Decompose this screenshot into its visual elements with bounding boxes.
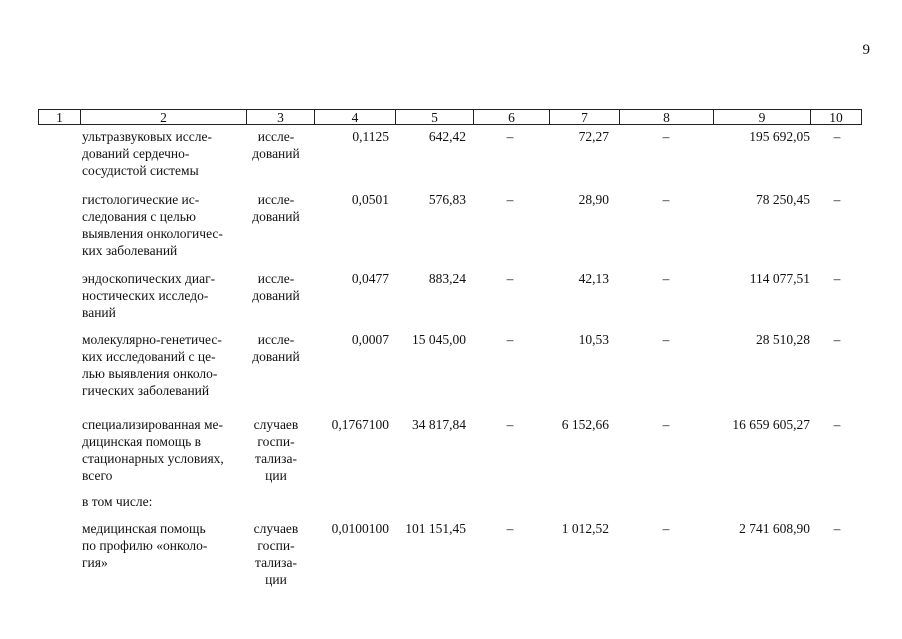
row-unit: иссле- дований [252, 332, 300, 364]
row-name: медицинская помощь по профилю «онколо- гия» [82, 521, 208, 570]
row-name: специализированная ме- дицинская помощь в стационарных условиях, всего [82, 417, 224, 483]
row-col-4: 0,1767100 [331, 417, 389, 432]
row-col-4: 0,1125 [352, 129, 389, 144]
row-col-7: 72,27 [578, 129, 609, 144]
row-col-5: 883,24 [428, 271, 466, 286]
row-col-10: – [833, 271, 841, 286]
row-col-7: 42,13 [578, 271, 609, 286]
row-unit: иссле- дований [252, 271, 300, 303]
row-col-6: – [506, 521, 514, 536]
header-col-9: 9 [714, 110, 811, 124]
header-col-1: 1 [39, 110, 81, 124]
row-unit: иссле- дований [252, 192, 300, 224]
row-col-5: 34 817,84 [412, 417, 466, 432]
header-col-8: 8 [620, 110, 714, 124]
row-col-7: 6 152,66 [561, 417, 609, 432]
row-col-9: 2 741 608,90 [739, 521, 810, 536]
row-col-6: – [506, 129, 514, 144]
row-col-9: 114 077,51 [749, 271, 810, 286]
header-col-4: 4 [315, 110, 396, 124]
row-col-8: – [662, 332, 670, 347]
row-unit: случаев госпи- тализа- ции [253, 417, 299, 483]
row-col-6: – [506, 332, 514, 347]
row-col-8: – [662, 271, 670, 286]
row-col-5: 642,42 [428, 129, 466, 144]
row-col-9: 16 659 605,27 [732, 417, 810, 432]
row-unit: случаев госпи- тализа- ции [253, 521, 299, 587]
row-col-4: 0,0501 [351, 192, 389, 207]
header-col-2: 2 [81, 110, 247, 124]
table-header-row [38, 109, 862, 125]
row-col-6: – [506, 417, 514, 432]
header-col-10: 10 [829, 110, 843, 125]
row-col-6: – [506, 192, 514, 207]
row-col-9: 195 692,05 [749, 129, 810, 144]
row-col-5: 101 151,45 [405, 521, 466, 536]
header-col-7: 7 [550, 110, 620, 124]
row-col-10: – [833, 192, 841, 207]
row-col-7: 10,53 [578, 332, 609, 347]
row-col-7: 28,90 [578, 192, 609, 207]
row-name: гистологические ис- следования с целью выявления онкологичес- ких заболеваний [82, 192, 223, 258]
header-col-5: 5 [396, 110, 474, 124]
header-col-6: 6 [474, 110, 550, 124]
row-col-10: – [833, 332, 841, 347]
row-col-4: 0,0100100 [331, 521, 389, 536]
row-col-8: – [662, 129, 670, 144]
row-col-5: 15 045,00 [412, 332, 466, 347]
row-col-4: 0,0477 [351, 271, 389, 286]
row-col-10: – [833, 521, 841, 536]
row-name: ультразвуковых иссле- дований сердечно- сосудистой системы [82, 129, 212, 178]
row-col-8: – [662, 192, 670, 207]
subheading: в том числе: [82, 494, 153, 509]
row-col-10: – [833, 417, 841, 432]
page-number: 9 [862, 42, 870, 58]
row-col-4: 0,0007 [351, 332, 389, 347]
row-col-9: 28 510,28 [756, 332, 810, 347]
row-name: молекулярно-генетичес- ких исследований с це- лью выявления онколо- гических заболеваний [82, 332, 222, 398]
row-col-8: – [662, 521, 670, 536]
row-col-10: – [833, 129, 841, 144]
row-col-6: – [506, 271, 514, 286]
header-col-3: 3 [247, 110, 315, 124]
row-name: эндоскопических диаг- ностических исследо- ваний [82, 271, 216, 320]
row-col-8: – [662, 417, 670, 432]
row-col-5: 576,83 [428, 192, 466, 207]
row-col-9: 78 250,45 [756, 192, 810, 207]
row-unit: иссле- дований [252, 129, 300, 161]
row-col-7: 1 012,52 [561, 521, 609, 536]
